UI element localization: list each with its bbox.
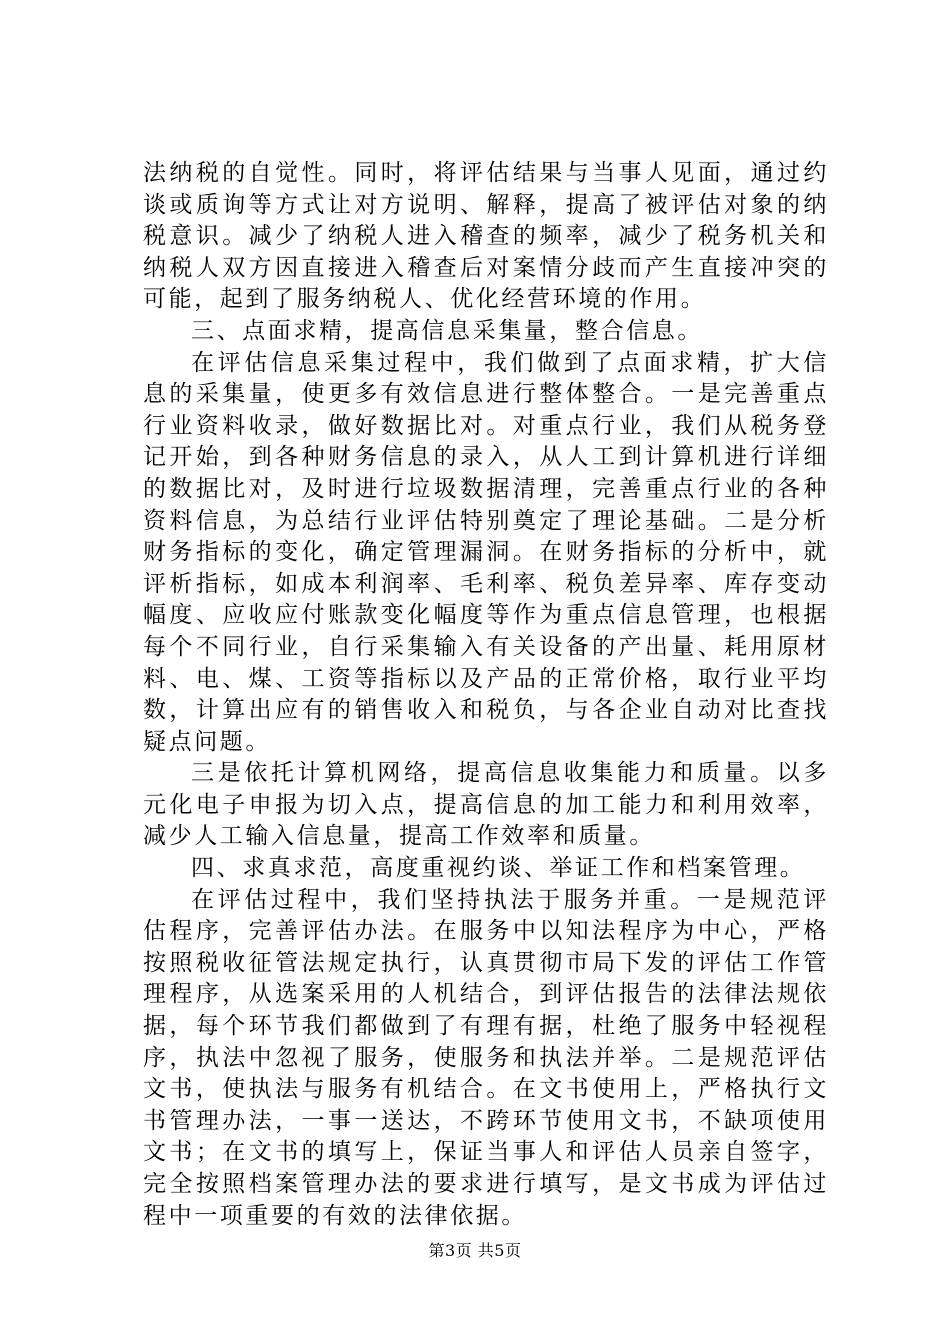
document-body [143, 158, 829, 1232]
paragraph: 三是依托计算机网络，提高信息收集能力和质量。以多元化电子申报为切入点，提高信息的加工能力和利用效率，减少人工输入信息量，提高工作效率和质量。 [143, 760, 829, 850]
paragraph: 在评估过程中，我们坚持执法于服务并重。一是规范评估程序，完善评估办法。在服务中以知法程序为中心，严格按照税收征管法规定执行，认真贯彻市局下发的评估工作管理程序，从选案采用的人机结合，到评估报告的法律法规依据，每个环节我们都做到了有理有据，杜绝了服务中轻视程序，执法中忽视了服务，使服务和执法并举。二是规范评估文书，使执法与服务有机结合。在文书使用上，严格执行文书管理办法，一事一送达，不跨环节使用文书，不缺项使用文书；在文书的填写上，保证当事人和评估人员亲自签字，完全按照档案管理办法的要求进行填写，是文书成为评估过程中一项重要的有效的法律依据。 [143, 886, 829, 1229]
page-number-label: 第3页 共5页 [428, 1241, 522, 1260]
section-heading: 四、求真求范，高度重视约谈、举证工作和档案管理。 [191, 855, 806, 882]
paragraph: 法纳税的自觉性。同时，将评估结果与当事人见面，通过约谈或质询等方式让对方说明、解释，提高了被评估对象的纳税意识。减少了纳税人进入稽查的频率，减少了税务机关和纳税人双方因直接进入稽查后对案情分歧而产生直接冲突的可能，起到了服务纳税人、优化经营环境的作用。 [143, 160, 829, 313]
paragraph: 在评估信息采集过程中，我们做到了点面求精，扩大信息的采集量，使更多有效信息进行整体整合。一是完善重点行业资料收录，做好数据比对。对重点行业，我们从税务登记开始，到各种财务信息的录入，从人工到计算机进行详细的数据比对，及时进行垃圾数据清理，完善重点行业的各种资料信息，为总结行业评估特别奠定了理论基础。二是分析财务指标的变化，确定管理漏洞。在财务指标的分析中，就评析指标，如成本利润率、毛利率、税负差异率、库存变动幅度、应收应付账款变化幅度等作为重点信息管理，也根据每个不同行业，自行采集输入有关设备的产出量、耗用原材料、电、煤、工资等指标以及产品的正常价格，取行业平均数，计算出应有的销售收入和税负，与各企业自动对比查找疑点问题。 [143, 349, 829, 755]
page-footer [0, 1240, 950, 1262]
section-heading: 三、点面求精，提高信息采集量，整合信息。 [191, 317, 703, 344]
